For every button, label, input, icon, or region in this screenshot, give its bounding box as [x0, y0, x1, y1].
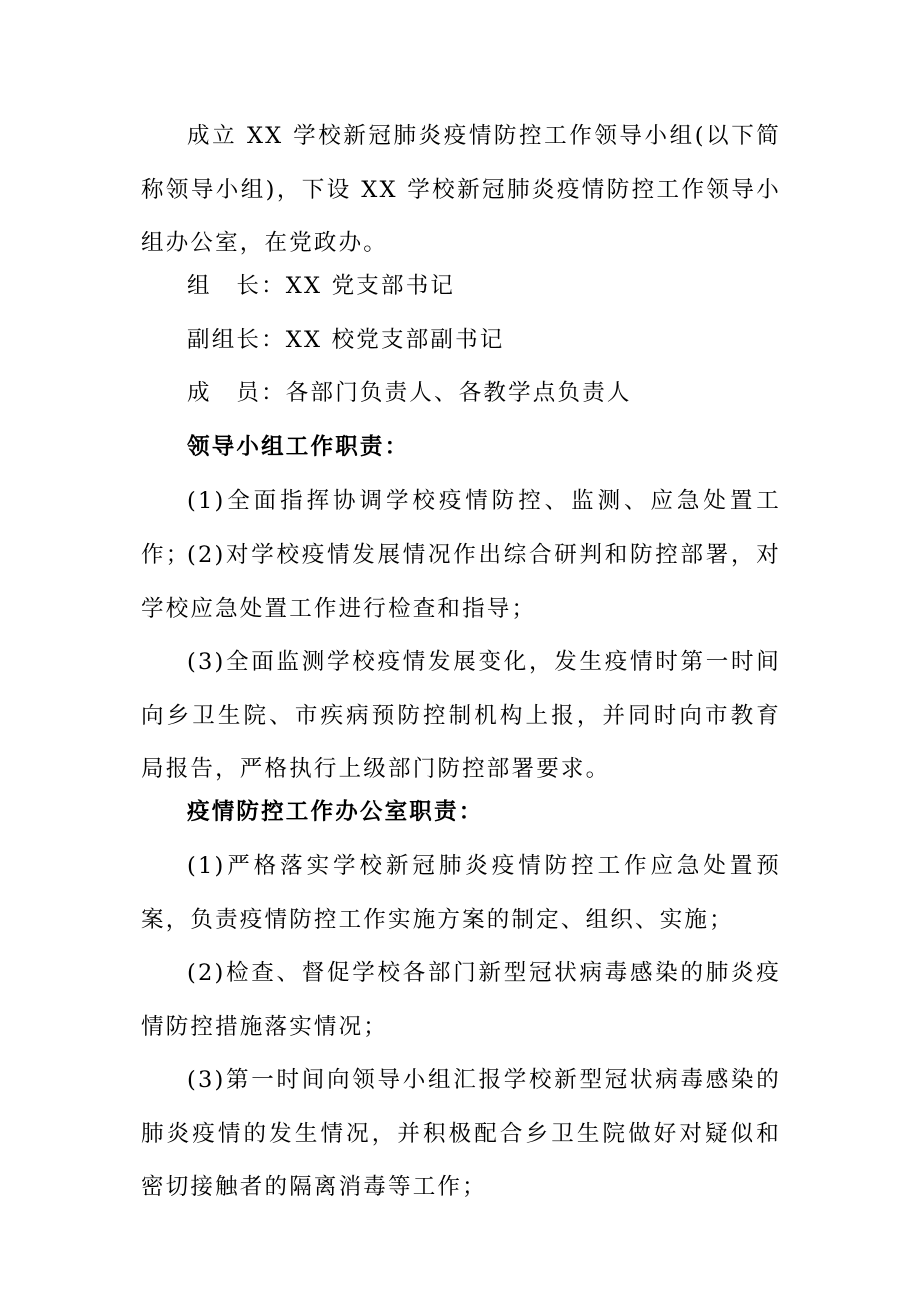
paragraph-group-duty-3: (3)全面监测学校疫情发展变化，发生疫情时第一时间向乡卫生院、市疾病预防控制机构上报，并同时向市教育局报告，严格执行上级部门防控部署要求。 — [141, 649, 781, 782]
paragraph-office-duty-3: (3)第一时间向领导小组汇报学校新型冠状病毒感染的肺炎疫情的发生情况，并积极配合乡卫生院做好对疑似和密切接触者的隔离消毒等工作； — [141, 1067, 781, 1200]
heading-office-duties: 疫情防控工作办公室职责： — [187, 799, 484, 825]
paragraph-office-duty-2: (2)检查、督促学校各部门新型冠状病毒感染的肺炎疫情防控措施落实情况； — [141, 960, 781, 1040]
paragraph-group-duty-2: (2)对学校疫情发展情况作出综合研判和防控部署，对学校应急处置工作进行检查和指导； — [141, 542, 781, 622]
paragraph-office-duty-1: (1)严格落实学校新冠肺炎疫情防控工作应急处置预案，负责疫情防控工作实施方案的制定、组织、实施； — [141, 853, 781, 933]
paragraph-deputy-leader: 副组长：XX 校党支部副书记 — [187, 327, 505, 353]
paragraph-group-duty-1: (1)全面指挥协调学校疫情防控、监测、应急处置工作； — [141, 488, 781, 568]
paragraph-intro: 成立 XX 学校新冠肺炎疫情防控工作领导小组(以下简称领导小组)，下设 XX 学校新冠肺炎疫情防控工作领导小组办公室，在党政办。 — [141, 123, 781, 256]
paragraph-group-leader: 组 长：XX 党支部书记 — [187, 273, 456, 299]
heading-group-duties: 领导小组工作职责： — [187, 434, 410, 460]
paragraph-members: 成 员：各部门负责人、各教学点负责人 — [187, 380, 632, 406]
